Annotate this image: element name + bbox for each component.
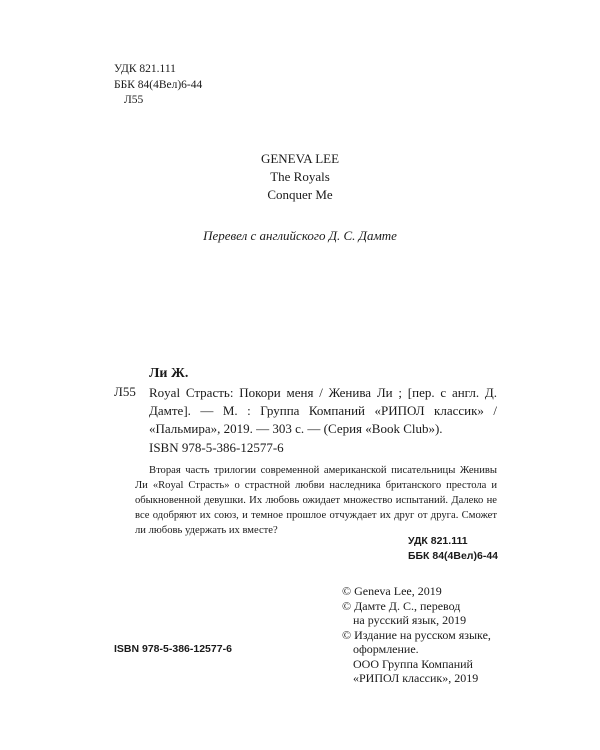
footer-isbn: ISBN 978-5-386-12577-6 (114, 643, 232, 655)
catalog-author-sign: Л55 (114, 384, 136, 399)
translator-credit: Перевел с английского Д. С. Дамте (203, 228, 397, 243)
annotation: Вторая часть трилогии современной американской писательницы Женивы Ли «Royal Страсть» о страстной любви наследника британского престола и обыкновенной девушки. Их любовь ожидает множество испытаний. Далеко не все одобряют их союз, и темное прошлое отчуждает их друг от друга. Сможет ли любовь удержать их вместе? (135, 465, 497, 536)
copyright-translation-cont: на русский язык, 2019 (353, 613, 467, 627)
author-sign: Л55 (124, 94, 144, 106)
copyright-edition: © Издание на русском языке, (342, 627, 491, 642)
classification-block (408, 534, 498, 564)
copyright-author: © Geneva Lee, 2019 (342, 584, 442, 598)
bbk-bold: ББК 84(4Вел)6-44 (407, 550, 498, 562)
original-series: The Royals (270, 169, 330, 184)
copyright-translation: © Дамте Д. С., перевод (342, 598, 461, 613)
udk-code: УДК 821.111 (114, 63, 176, 75)
bbk-code: ББК 84(4Вел)6-44 (114, 78, 203, 91)
copyright-edition-cont-3: «РИПОЛ классик», 2019 (353, 671, 479, 685)
copyright-edition-cont-2: ООО Группа Компаний (353, 656, 473, 671)
catalog-entry: Royal Страсть: Покори меня / Женива Ли ; [пер. с англ. Д. Дамте]. — М. : Группа Компаний «РИПОЛ классик» / «Пальмира», 2019. — 303 с. — (Серия «Book Club»). (149, 385, 497, 436)
catalog-author: Ли Ж. (149, 366, 189, 381)
original-title: Conquer Me (267, 187, 333, 202)
original-title-block (0, 150, 600, 204)
copyright-edition-cont-1: оформление. (353, 642, 419, 656)
udc-header (114, 62, 202, 109)
original-author: GENEVA LEE (260, 151, 340, 166)
copyright-block (342, 584, 491, 686)
udk-bold: УДК 821.111 (407, 535, 468, 547)
catalog-isbn: ISBN 978-5-386-12577-6 (149, 440, 284, 455)
